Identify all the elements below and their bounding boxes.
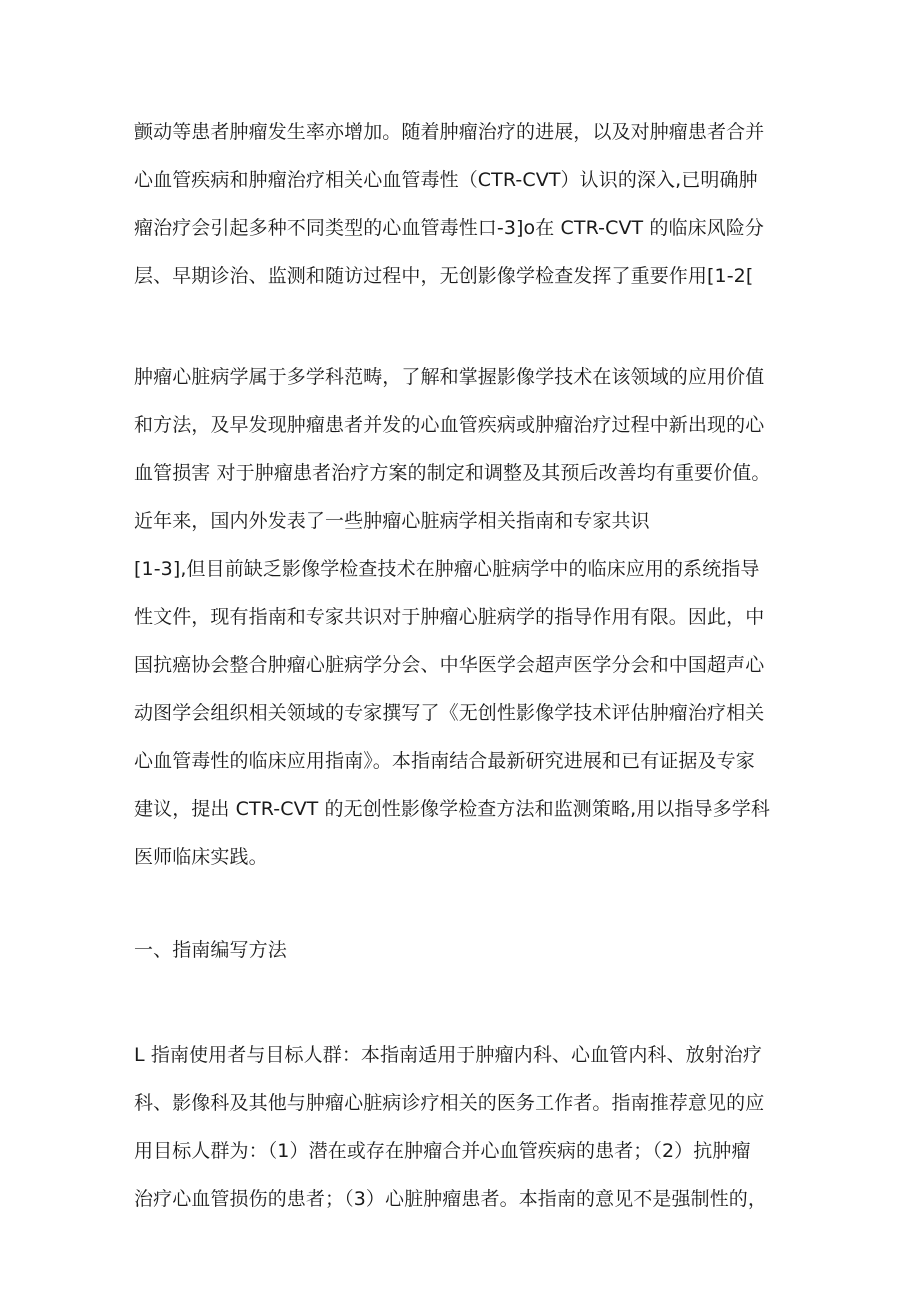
paragraph-line: 用目标人群为：（1）潜在或存在肿瘤合并心血管疾病的患者；（2）抗肿瘤 [134,1140,751,1162]
paragraph-line: 性文件，现有指南和专家共识对于肿瘤心脏病学的指导作用有限。因此，中 [134,606,765,628]
paragraph-line: 建议，提出 CTR-CVT 的无创性影像学检查方法和监测策略,用以指导多学科 [134,798,770,820]
paragraph-line: 肿瘤心脏病学属于多学科范畴，了解和掌握影像学技术在该领域的应用价值 [134,366,765,388]
paragraph-line: 治疗心血管损伤的患者；（3）心脏肿瘤患者。本指南的意见不是强制性的， [134,1188,767,1210]
paragraph-line: 科、影像科及其他与肿瘤心脏病诊疗相关的医务工作者。指南推荐意见的应 [134,1092,765,1114]
paragraph-line: 国抗癌协会整合肿瘤心脏病学分会、中华医学会超声医学分会和中国超声心 [134,654,765,676]
paragraph-line: 心血管毒性的临床应用指南》。本指南结合最新研究进展和已有证据及专家 [134,750,755,772]
paragraph-line: [1-3],但目前缺乏影像学检查技术在肿瘤心脏病学中的临床应用的系统指导 [134,558,760,580]
paragraph-line: 心血管疾病和肿瘤治疗相关心血管毒性（CTR-CVT）认识的深入,已明确肿 [134,169,758,191]
section-heading: 一、指南编写方法 [134,939,287,961]
paragraph-line: 血管损害 对于肿瘤患者治疗方案的制定和调整及其预后改善均有重要价值。 [134,462,771,484]
paragraph-line: 动图学会组织相关领域的专家撰写了《无创性影像学技术评估肿瘤治疗相关 [134,702,765,724]
paragraph-line: 近年来，国内外发表了一些肿瘤心脏病学相关指南和专家共识 [134,510,650,532]
paragraph-line: 颤动等患者肿瘤发生率亦增加。随着肿瘤治疗的进展，以及对肿瘤患者合并 [134,121,765,143]
paragraph-line: 层、早期诊治、监测和随访过程中，无创影像学检查发挥了重要作用[1-2[ [134,265,754,287]
paragraph-line: 医师临床实践。 [134,846,268,868]
paragraph-line: L 指南使用者与目标人群：本指南适用于肿瘤内科、心血管内科、放射治疗 [134,1044,763,1066]
paragraph-line: 和方法，及早发现肿瘤患者并发的心血管疾病或肿瘤治疗过程中新出现的心 [134,414,765,436]
paragraph-line: 瘤治疗会引起多种不同类型的心血管毒性口-3]o在 CTR-CVT 的临床风险分 [134,217,764,239]
